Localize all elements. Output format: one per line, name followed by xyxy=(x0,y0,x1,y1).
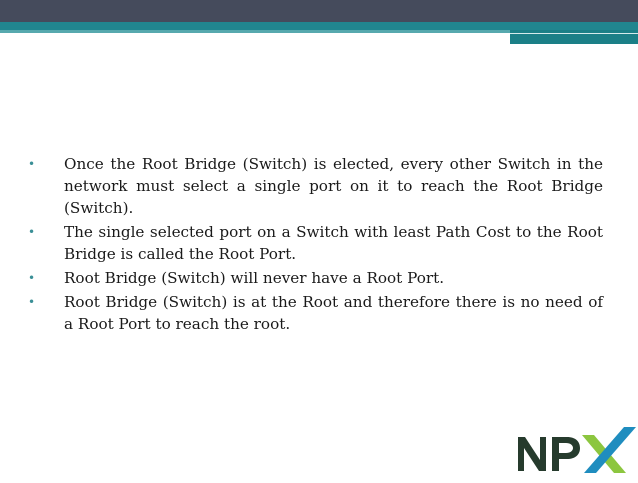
bullet-item xyxy=(28,267,603,289)
bullet-dot-icon: • xyxy=(28,295,36,309)
bullet-text: The single selected port on a Switch with least Path Cost to the Root Bridge is called the Root Port. xyxy=(64,223,603,263)
bullet-item xyxy=(28,221,603,265)
logo-letter-n xyxy=(518,437,546,471)
bullet-text: Root Bridge (Switch) will never have a Root Port. xyxy=(64,269,445,287)
bullet-dot-icon: • xyxy=(28,225,36,239)
bullet-text: Root Bridge (Switch) is at the Root and therefore there is no need of a Root Port to reach the root. xyxy=(64,293,603,333)
bullet-list xyxy=(28,153,603,337)
bullet-dot-icon: • xyxy=(28,271,36,285)
npx-logo-mark xyxy=(514,423,638,479)
bullet-dot-icon: • xyxy=(28,157,36,171)
logo-letter-p xyxy=(552,437,580,471)
bullet-item xyxy=(28,153,603,219)
bullet-text: Once the Root Bridge (Switch) is elected, every other Switch in the network must select a single port on it to reach the Root Bridge (Switch). xyxy=(64,155,603,217)
header-band-teal xyxy=(0,22,638,30)
header-band-dark xyxy=(0,0,638,22)
npx-logo xyxy=(514,423,638,479)
bullet-item xyxy=(28,291,603,335)
header-accent-divider xyxy=(510,33,638,34)
